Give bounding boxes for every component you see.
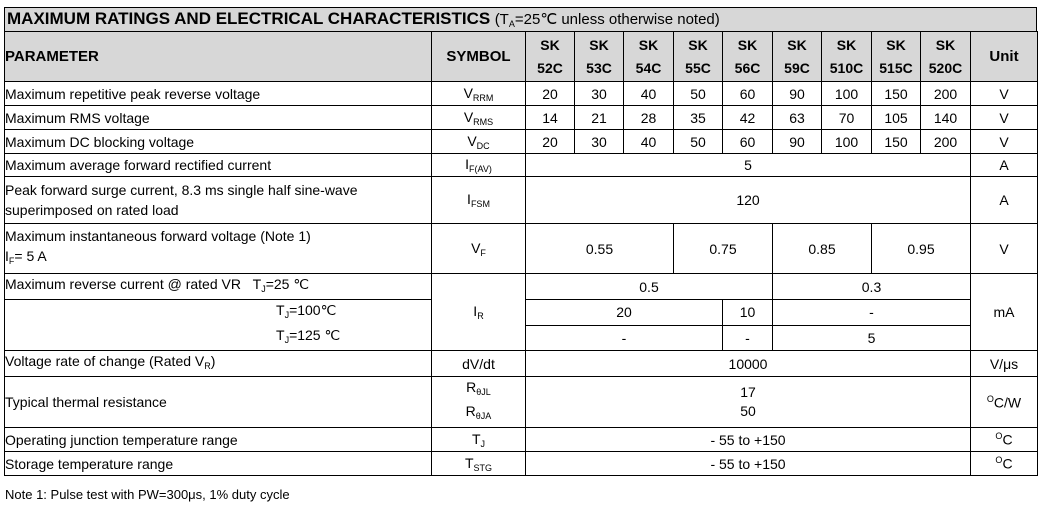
value-cell: 28 (624, 106, 674, 130)
value-cell: 17 50 (526, 377, 971, 428)
header-row (5, 32, 1038, 82)
value-cell: 0.55 (526, 224, 674, 274)
parameter-cell: Peak forward surge current, 8.3 ms single half sine-wave superimposed on rated load (5, 177, 432, 224)
value-cell: 30 (575, 130, 624, 154)
section-title-bar (4, 7, 1037, 31)
table-row (5, 377, 1038, 428)
unit-cell: mA (971, 274, 1038, 351)
part-header: SK 53C (575, 32, 624, 82)
parameter-cell: Voltage rate of change (Rated $V_R$) (5, 351, 432, 377)
parameter-cell: Operating junction temperature range (5, 428, 432, 452)
value-cell: 200 (921, 130, 971, 154)
value-cell: 0.5 (526, 274, 773, 300)
value-cell: 63 (773, 106, 822, 130)
value-cell: 5 (773, 325, 971, 351)
part-header: SK 520C (921, 32, 971, 82)
value-cell: 40 (624, 130, 674, 154)
value-cell: 10000 (526, 351, 971, 377)
table-row (5, 82, 1038, 106)
value-cell: 50 (674, 82, 723, 106)
value-cell: 105 (872, 106, 921, 130)
symbol-cell: $T_{STG}$ (432, 452, 526, 476)
parameter-cell: Storage temperature range (5, 452, 432, 476)
value-cell: 0.75 (674, 224, 773, 274)
parameter-cell: Maximum instantaneous forward voltage (Note 1) $I_F= 5$ A (5, 224, 432, 274)
value-cell: - (773, 300, 971, 326)
value-cell: 40 (624, 82, 674, 106)
condition-text: (T (494, 11, 509, 28)
symbol-cell: $I_{FSM}$ (432, 177, 526, 224)
condition-text-end: =25℃ unless otherwise noted) (514, 11, 720, 28)
unit-cell: $^O$C (971, 428, 1038, 452)
ratings-table (4, 31, 1038, 476)
parameter-cell: Maximum DC blocking voltage (5, 130, 432, 154)
value-cell: 0.85 (773, 224, 872, 274)
symbol-cell: $V_F$ (432, 224, 526, 274)
test-condition (495, 11, 720, 28)
value-cell: 20 (526, 300, 723, 326)
value-cell: 35 (674, 106, 723, 130)
table-row (5, 154, 1038, 177)
symbol-cell: $I_R$ (432, 274, 526, 351)
footnote: Note 1: Pulse test with PW=300μs, 1% duty cycle (5, 487, 290, 502)
value-cell: 100 (822, 130, 872, 154)
part-header: SK 59C (773, 32, 822, 82)
parameter-cell: Maximum repetitive peak reverse voltage (5, 82, 432, 106)
value-cell: 100 (822, 82, 872, 106)
temperature-label: $T_J=25$ ℃ (252, 276, 310, 294)
parameter-cell: Maximum average forward rectified current (5, 154, 432, 177)
value-cell: 10 (723, 300, 773, 326)
value-cell: 0.3 (773, 274, 971, 300)
part-header: SK 515C (872, 32, 921, 82)
symbol-cell: $V_{RRM}$ (432, 82, 526, 106)
value-cell: 200 (921, 82, 971, 106)
value-cell: 30 (575, 82, 624, 106)
symbol-cell: $V_{DC}$ (432, 130, 526, 154)
part-header: SK 510C (822, 32, 872, 82)
value-cell: 21 (575, 106, 624, 130)
value-cell: - 55 to +150 (526, 428, 971, 452)
table-row (5, 351, 1038, 377)
value-cell: 70 (822, 106, 872, 130)
value-cell: 150 (872, 82, 921, 106)
value-cell: 20 (526, 82, 575, 106)
value-cell: 5 (526, 154, 971, 177)
symbol-cell: $T_J$ (432, 428, 526, 452)
value-cell: 50 (674, 130, 723, 154)
part-header: SK 54C (624, 32, 674, 82)
parameter-cell: Maximum reverse current @ rated VR $T_J=25$ ℃ (5, 274, 432, 300)
unit-cell: A (971, 177, 1038, 224)
parameter-cell: Typical thermal resistance (5, 377, 432, 428)
symbol-cell: $V_{RMS}$ (432, 106, 526, 130)
value-cell: 0.95 (872, 224, 971, 274)
table-row (5, 428, 1038, 452)
part-header: SK 55C (674, 32, 723, 82)
section-title: MAXIMUM RATINGS AND ELECTRICAL CHARACTERISTICS (7, 9, 491, 28)
value-cell: 60 (723, 82, 773, 106)
table-row (5, 130, 1038, 154)
parameter-header: PARAMETER (5, 32, 432, 82)
unit-cell: A (971, 154, 1038, 177)
unit-cell: V/μs (971, 351, 1038, 377)
value-cell: - 55 to +150 (526, 452, 971, 476)
table-row (5, 177, 1038, 224)
table-row (5, 106, 1038, 130)
unit-cell: V (971, 82, 1038, 106)
table-row (5, 224, 1038, 274)
unit-cell: $^O$C/W (971, 377, 1038, 428)
parameter-cell: $T_J=100℃$ (5, 300, 432, 326)
unit-cell: V (971, 224, 1038, 274)
condition-sub: A (508, 19, 515, 29)
value-cell: 140 (921, 106, 971, 130)
symbol-header: SYMBOL (432, 32, 526, 82)
parameter-cell: $T_J=125$ ℃ (5, 325, 432, 351)
value-cell: 20 (526, 130, 575, 154)
table-row (5, 452, 1038, 476)
value-cell: 14 (526, 106, 575, 130)
value-cell: 90 (773, 82, 822, 106)
value-cell: 60 (723, 130, 773, 154)
value-cell: 120 (526, 177, 971, 224)
value-cell: - (526, 325, 723, 351)
parameter-cell: Maximum RMS voltage (5, 106, 432, 130)
table-row (5, 274, 1038, 300)
symbol-cell: dV/dt (432, 351, 526, 377)
unit-cell: $^O$C (971, 452, 1038, 476)
unit-header: Unit (971, 32, 1038, 82)
value-cell: 150 (872, 130, 921, 154)
unit-cell: V (971, 130, 1038, 154)
unit-cell: V (971, 106, 1038, 130)
value-cell: - (723, 325, 773, 351)
value-cell: 90 (773, 130, 822, 154)
symbol-cell: $I_{F(AV)}$ (432, 154, 526, 177)
value-cell: 42 (723, 106, 773, 130)
part-header: SK 52C (526, 32, 575, 82)
symbol-cell: $R_{\theta JL}$ $R_{\theta JA}$ (432, 377, 526, 428)
part-header: SK 56C (723, 32, 773, 82)
